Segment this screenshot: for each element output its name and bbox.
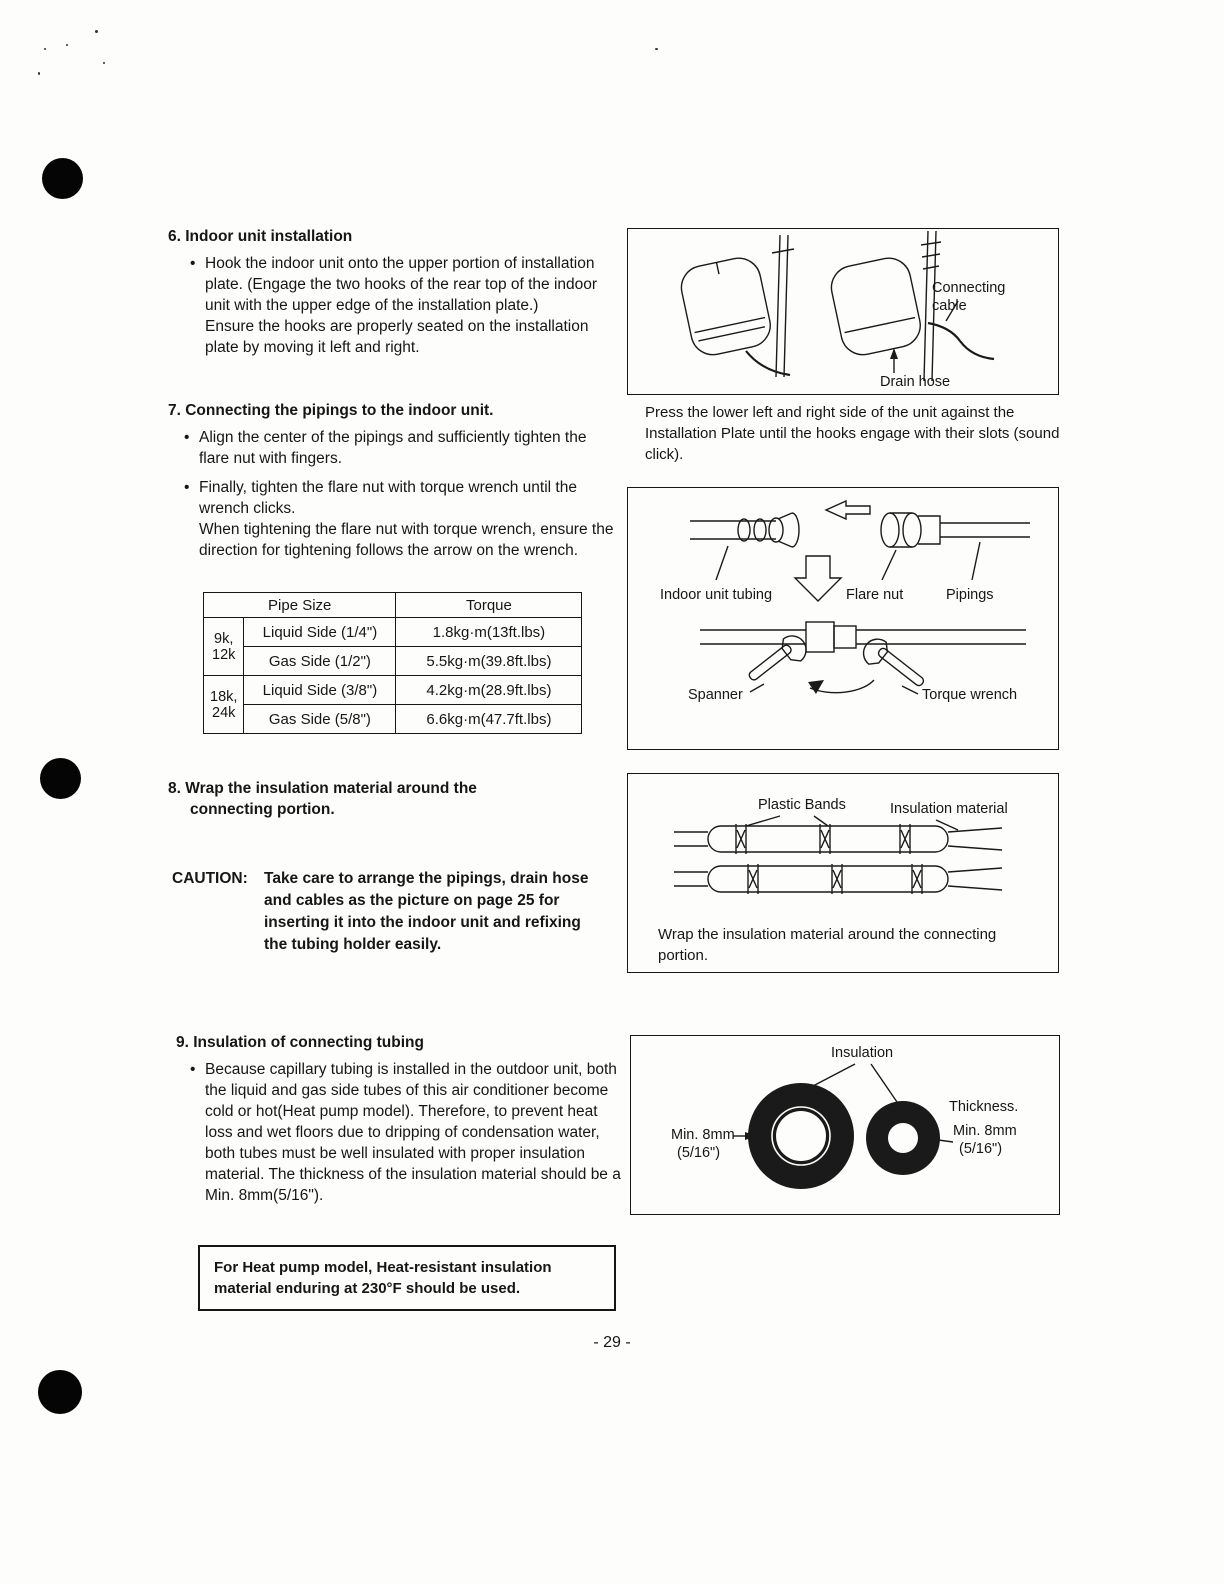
caution-text: Take care to arrange the pipings, drain hose and cables as the picture on page 25 for inserting it into the indoor unit and refixing the tubing holder easily. xyxy=(264,870,589,953)
piping-connection-illustration xyxy=(628,488,1058,748)
thickness-label: Thickness. xyxy=(949,1099,1019,1115)
flare-nut-label: Flare nut xyxy=(846,587,904,603)
indoor-unit-tubing-label: Indoor unit tubing xyxy=(660,587,773,603)
scan-speckle xyxy=(66,44,68,46)
col-header-torque: Torque xyxy=(396,593,582,618)
scan-speckle xyxy=(38,72,40,75)
figure-3-caption: Wrap the insulation material around the connecting portion. xyxy=(658,926,997,964)
torque-cell: 6.6kg·m(47.7ft.lbs) xyxy=(396,705,582,734)
section-6-text-1: Hook the indoor unit onto the upper portion of installation plate. (Engage the two hooks of the rear top of the indoor unit with the upper edge of the installation plate.) xyxy=(205,255,598,314)
bullet-dot xyxy=(184,477,199,561)
section-7-bullet-2 xyxy=(168,477,620,561)
table-row xyxy=(204,705,582,734)
punch-hole xyxy=(42,158,83,199)
section-8 xyxy=(168,778,528,820)
table-header-row xyxy=(204,593,582,618)
scan-speckle xyxy=(103,62,105,64)
drain-hose-label: Drain hose xyxy=(880,374,951,390)
punch-hole xyxy=(40,758,81,799)
section-7-text-1: Align the center of the pipings and sufficiently tighten the flare nut with fingers. xyxy=(199,429,587,467)
section-7-text-3: When tightening the flare nut with torque wrench, ensure the direction for tightening follows the arrow on the wrench. xyxy=(199,521,614,559)
section-6-bullet xyxy=(168,253,613,358)
col-header-pipe-size: Pipe Size xyxy=(204,593,396,618)
table-row xyxy=(204,676,582,705)
insulation-material-label: Insulation material xyxy=(890,801,1008,817)
pipe-side-cell: Gas Side (1/2") xyxy=(244,647,396,676)
pipe-side-cell: Liquid Side (1/4") xyxy=(244,618,396,647)
connecting-cable-label: Connecting cable xyxy=(932,280,1006,314)
section-7-title: 7. Connecting the pipings to the indoor unit. xyxy=(168,402,494,419)
pipings-label: Pipings xyxy=(946,587,994,603)
section-9-bullet xyxy=(176,1059,621,1206)
bullet-dot xyxy=(184,427,199,469)
figure-insulation-thickness xyxy=(630,1035,1060,1215)
torque-cell: 5.5kg·m(39.8ft.lbs) xyxy=(396,647,582,676)
scan-speckle xyxy=(655,48,658,50)
torque-cell: 4.2kg·m(28.9ft.lbs) xyxy=(396,676,582,705)
pipe-side-cell: Gas Side (5/8") xyxy=(244,705,396,734)
table-row xyxy=(204,647,582,676)
heat-pump-note-box xyxy=(198,1245,616,1311)
min-thickness-right-label: Min. 8mm xyxy=(953,1123,1017,1139)
section-8-title: 8. Wrap the insulation material around the connecting portion. xyxy=(168,780,477,818)
figure-indoor-unit-installation xyxy=(627,228,1059,395)
section-9-title: 9. Insulation of connecting tubing xyxy=(176,1034,424,1051)
section-9 xyxy=(176,1032,621,1206)
figure-1-caption: Press the lower left and right side of the unit against the Installation Plate until the hooks engage with their slots (sound click). xyxy=(645,404,1060,463)
plastic-bands-label: Plastic Bands xyxy=(758,797,846,813)
figure-piping-connection xyxy=(627,487,1059,750)
section-6-text-2: Ensure the hooks are properly seated on the installation plate by moving it left and right. xyxy=(205,318,589,356)
section-7-text-2: Finally, tighten the flare nut with torque wrench until the wrench clicks. xyxy=(199,479,577,517)
page-number: - 29 - xyxy=(593,1334,631,1351)
section-6 xyxy=(168,226,613,358)
scan-speckle xyxy=(95,30,98,33)
bullet-dot xyxy=(190,1059,205,1206)
bullet-dot xyxy=(190,253,205,358)
punch-hole xyxy=(38,1370,82,1414)
min-thickness-left-fraction: (5/16") xyxy=(677,1145,721,1161)
min-thickness-left-label: Min. 8mm xyxy=(671,1127,735,1143)
table-row xyxy=(204,618,582,647)
section-7 xyxy=(168,400,620,561)
torque-wrench-label: Torque wrench xyxy=(922,687,1018,703)
insulation-label: Insulation xyxy=(831,1045,894,1061)
min-thickness-right-fraction: (5/16") xyxy=(959,1141,1003,1157)
caution-block xyxy=(172,868,602,956)
section-6-title: 6. Indoor unit installation xyxy=(168,228,353,245)
section-7-bullet-1 xyxy=(168,427,620,469)
section-9-text: Because capillary tubing is installed in the outdoor unit, both the liquid and gas side tubes of this air conditioner become cold or hot(Heat pump model). Therefore, to prevent heat loss and wet floors due to dripping of condensation water, both tubes must be well insulated with proper insulation material. The thickness of the insulation material should be a Min. 8mm(5/16"). xyxy=(205,1061,621,1204)
figure-insulation-wrap xyxy=(627,773,1059,973)
heat-pump-note-text: For Heat pump model, Heat-resistant insulation material enduring at 230°F should be used. xyxy=(214,1259,552,1297)
torque-table xyxy=(203,592,582,734)
group-label-9k12k: 9k, 12k xyxy=(204,618,244,676)
group-label-18k24k: 18k, 24k xyxy=(204,676,244,734)
torque-cell: 1.8kg·m(13ft.lbs) xyxy=(396,618,582,647)
spanner-label: Spanner xyxy=(688,687,743,703)
caution-label: CAUTION: xyxy=(172,870,248,887)
scan-speckle xyxy=(44,48,46,50)
pipe-side-cell: Liquid Side (3/8") xyxy=(244,676,396,705)
